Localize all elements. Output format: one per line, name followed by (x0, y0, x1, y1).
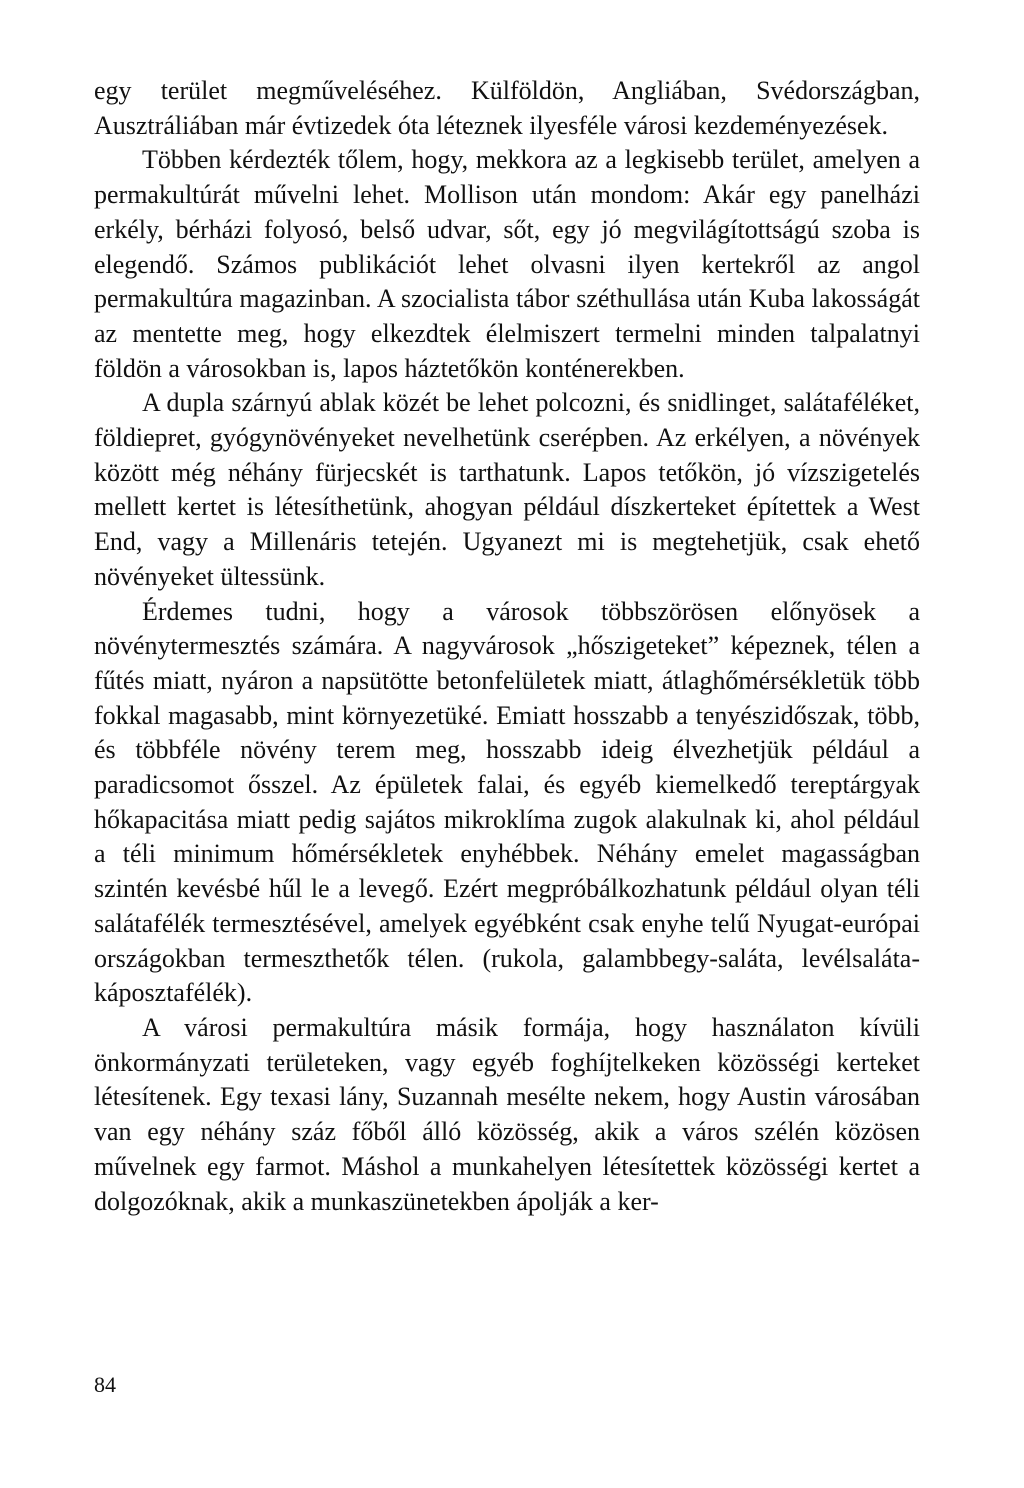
paragraph-continuation: egy terület megműveléséhez. Külföldön, Angliában, Svédországban, Ausztráliában már évtizedek óta léteznek ilyesféle városi kezdeményezések. (94, 76, 920, 140)
paragraph-community-gardens: A városi permakultúra másik formája, hogy használaton kívüli önkormányzati területeken, vagy egyéb foghíjtelkeken közösségi kerteket létesítenek. Egy texasi lány, Suzannah mesélte nekem, hogy Austin városában van egy néhány száz főből álló közösség, akik a város szélén közösen művelnek egy farmot. Máshol a munkahelyen létesítettek közösségi kertet a dolgozóknak, akik a munkaszünetekben ápolják a ker- (94, 1012, 920, 1216)
paragraph-window-balcony: A dupla szárnyú ablak közét be lehet polcozni, és snidlinget, salátaféléket, földiepret, gyógynövényeket nevelhetünk cserépben. Az erkélyen, a növények között még néhány fürjecskét is tarthatunk. Lapos tetőkön, jó vízszigetelés mellett kertet is létesíthetünk, ahogyan például díszkerteket építettek a West End, vagy a Millenáris tetején. Ugyanezt mi is megtehetjük, csak ehető növényeket ültessünk. (94, 388, 920, 591)
page-body (94, 74, 920, 1219)
paragraph-smallest-area: Többen kérdezték tőlem, hogy, mekkora az a legkisebb terület, amelyen a permakultúrát művelni lehet. Mollison után mondom: Akár egy panelházi erkély, bérházi folyosó, belső udvar, sőt, egy jó megvilágítottságú szoba is elegendő. Számos publikációt lehet olvasni ilyen kertekről az angol permakultúra magazinban. A szocialista tábor széthullása után Kuba lakosságát az mentette meg, hogy elkezdtek élelmiszert termelni minden talpalatnyi földön a városokban is, lapos háztetőkön konténerekben. (94, 145, 920, 383)
paragraph-city-advantages: Érdemes tudni, hogy a városok többszörösen előnyösek a növénytermesztés számára. A nagyvárosok „hőszigeteket” képeznek, télen a fűtés miatt, nyáron a napsütötte betonfelületek miatt, átlaghőmérsékletük több fokkal magasabb, mint környezetüké. Emiatt hosszabb a tenyészidőszak, több, és többféle növény terem meg, hosszabb ideig élvezhetjük például a paradicsomot ősszel. Az épületek falai, és egyéb kiemelkedő tereptárgyak hőkapacitása miatt pedig sajátos mikroklíma zugok alakulnak ki, ahol például a téli minimum hőmérsékletek enyhébbek. Néhány emelet magasságban szintén kevésbé hűl le a levegő. Ezért megpróbálkozhatunk például olyan téli salátafélék termesztésével, amelyek egyébként csak enyhe telű Nyugat-európai országokban termeszthetők télen. (rukola, galambbegy-saláta, levélsaláta-káposztafélék). (94, 596, 920, 1008)
page-number: 84 (94, 1372, 116, 1397)
